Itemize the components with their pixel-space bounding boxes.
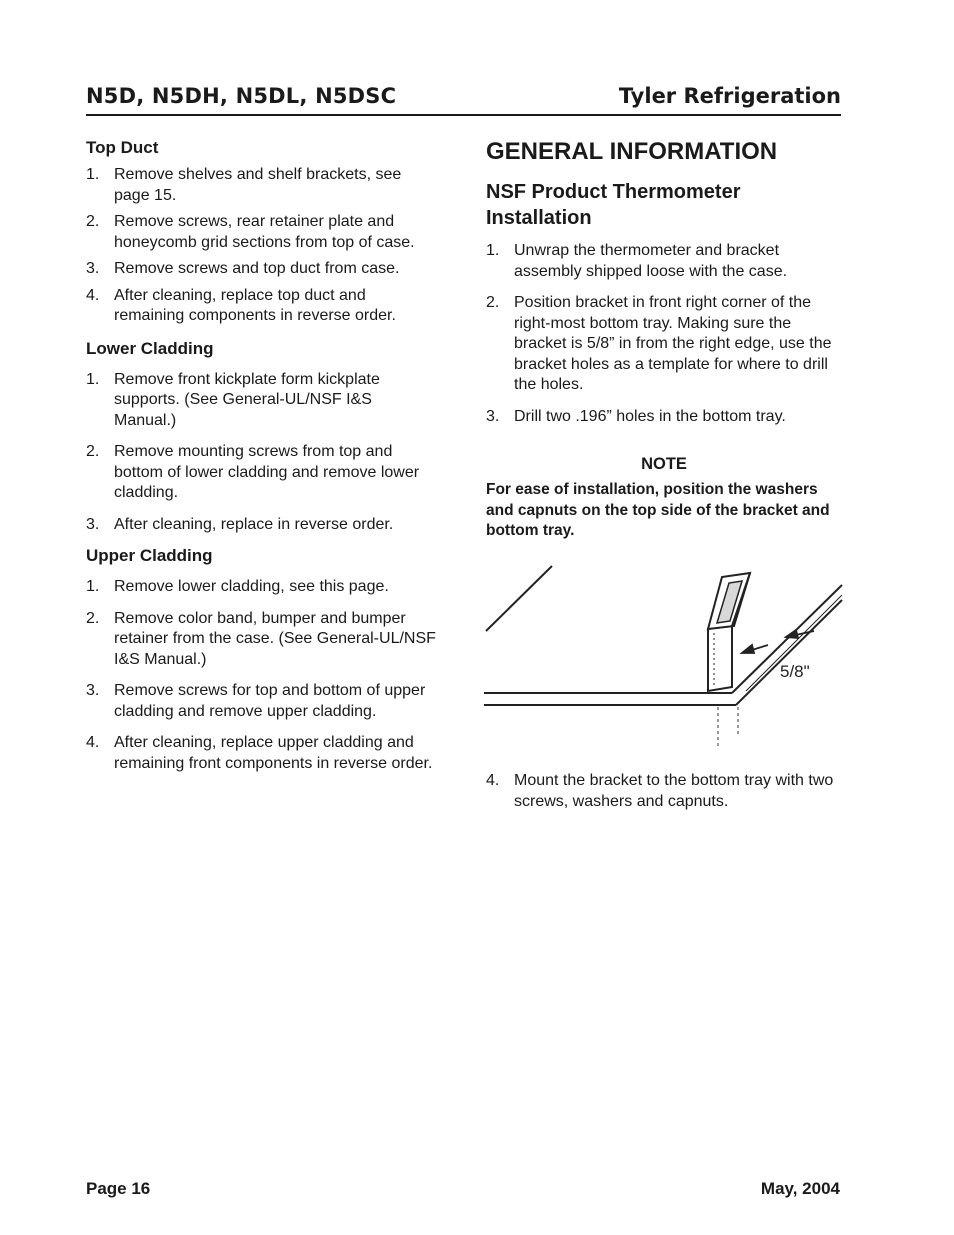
page-number: Page 16	[86, 1179, 151, 1198]
left-column	[86, 138, 438, 785]
note-box	[486, 455, 842, 542]
list-item: 1. Remove front kickplate form kickplate supports. (See General-UL/NSF I&S Manual.)	[86, 370, 380, 429]
lower-cladding-steps	[86, 370, 438, 536]
top-duct-title: Top Duct	[86, 138, 159, 157]
list-item: 2. Position bracket in front right corner of the right-most bottom tray. Making sure the bracket is 5/8” in from the right edge, use the bracket holes as a template for where to drill the holes.	[486, 294, 832, 393]
dimension-arrows	[742, 630, 814, 653]
screw-marks	[718, 707, 738, 748]
dimension-label: 5/8"	[780, 662, 810, 681]
lower-cladding-title: Lower Cladding	[86, 338, 214, 358]
general-information-title: GENERAL INFORMATION	[486, 138, 778, 165]
list-item: 3. Remove screws for top and bottom of upper cladding and remove upper cladding.	[86, 682, 426, 720]
list-item: 3. Drill two .196” holes in the bottom tray.	[486, 407, 786, 425]
note-text: For ease of installation, position the washers and capnuts on the top side of the bracket and bottom tray.	[486, 481, 830, 539]
installation-steps-continued	[486, 771, 842, 812]
note-heading: NOTE	[641, 455, 687, 473]
step-4-block	[486, 771, 842, 818]
lower-cladding-section	[86, 339, 438, 536]
list-item: 2. Remove color band, bumper and bumper retainer from the case. (See General-UL/NSF I&S Manual.)	[86, 609, 436, 668]
list-item: 1. Remove shelves and shelf brackets, see page 15.	[86, 166, 402, 204]
case-wall-line	[486, 566, 552, 631]
upper-cladding-steps	[86, 577, 438, 774]
list-item: 4. After cleaning, replace top duct and remaining components in reverse order.	[86, 286, 396, 324]
list-item: 4. After cleaning, replace upper cladding and remaining front components in reverse order.	[86, 734, 433, 772]
thermometer-installation-title: NSF Product Thermometer Installation	[486, 181, 741, 229]
top-duct-section	[86, 138, 438, 327]
thermometer-bracket	[708, 573, 750, 691]
company-name: Tyler Refrigeration	[618, 84, 841, 108]
list-item: 2. Remove mounting screws from top and bottom of lower cladding and remove lower cladding.	[86, 443, 420, 501]
list-item: 1. Remove lower cladding, see this page.	[86, 578, 389, 595]
publication-date: May, 2004	[760, 1179, 840, 1198]
list-item: 1. Unwrap the thermometer and bracket assembly shipped loose with the case.	[486, 242, 788, 280]
installation-steps	[486, 241, 842, 427]
list-item: 3. After cleaning, replace in reverse order.	[86, 515, 394, 533]
page-header	[86, 82, 841, 116]
upper-cladding-title: Upper Cladding	[86, 546, 213, 565]
top-duct-steps	[86, 165, 438, 327]
upper-cladding-section	[86, 546, 438, 774]
model-numbers: N5D, N5DH, N5DL, N5DSC	[86, 84, 397, 108]
list-item: 2. Remove screws, rear retainer plate and honeycomb grid sections from top of case.	[86, 213, 415, 251]
list-item: 4. Mount the bracket to the bottom tray with two screws, washers and capnuts.	[486, 772, 834, 810]
bottom-tray	[484, 585, 842, 705]
right-column	[486, 138, 842, 542]
bracket-diagram	[484, 563, 844, 753]
list-item: 3. Remove screws and top duct from case.	[86, 260, 400, 277]
